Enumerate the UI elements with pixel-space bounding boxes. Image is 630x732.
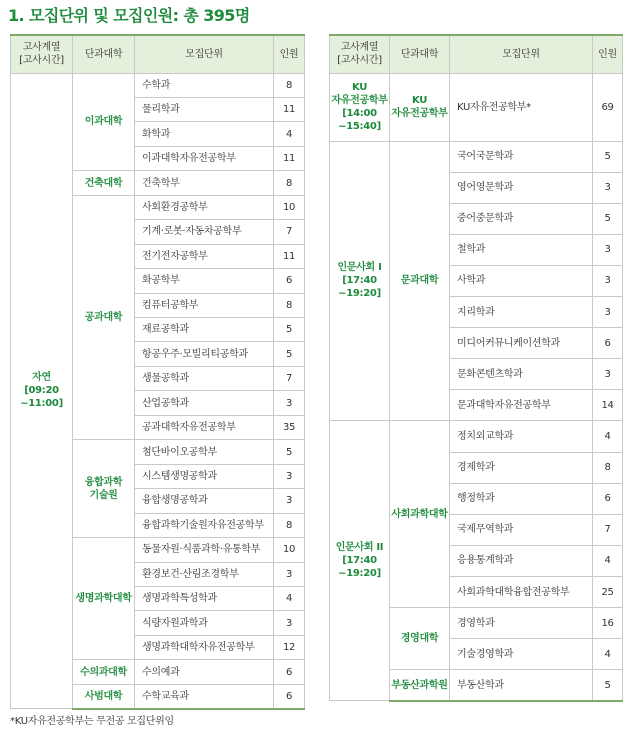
unit-name-cell bbox=[135, 562, 274, 586]
unit-name-cell bbox=[135, 342, 274, 366]
unit-count-cell bbox=[274, 97, 305, 121]
unit-count-cell bbox=[593, 577, 623, 608]
unit-count: 4 bbox=[285, 593, 293, 605]
unit-count-cell bbox=[593, 172, 623, 203]
unit-count: 11 bbox=[282, 250, 296, 262]
college-label-cell bbox=[390, 670, 450, 701]
unit-count-cell bbox=[593, 514, 623, 545]
unit-count-cell bbox=[274, 318, 305, 342]
table-row bbox=[330, 141, 623, 172]
unit-count-cell bbox=[593, 545, 623, 576]
unit-count: 16 bbox=[601, 617, 614, 629]
page-title: 1. 모집단위 및 모집인원: 총 395명 bbox=[8, 6, 250, 25]
unit-name: 문화콘텐츠학과 bbox=[457, 368, 523, 380]
unit-count: 6 bbox=[604, 493, 611, 505]
unit-name: 사회과학대학융합전공학부 bbox=[457, 586, 570, 598]
unit-count-cell bbox=[274, 611, 305, 635]
unit-name: 지리학과 bbox=[457, 306, 495, 318]
header-count-label: 인원 bbox=[598, 48, 617, 60]
unit-name-cell bbox=[450, 483, 593, 514]
unit-count-cell bbox=[274, 244, 305, 268]
unit-name: 경제학과 bbox=[457, 462, 495, 474]
unit-count-cell bbox=[274, 220, 305, 244]
unit-count-cell bbox=[593, 421, 623, 452]
area-label-cell bbox=[11, 73, 73, 709]
left-admission-table bbox=[10, 34, 305, 710]
unit-name-cell bbox=[450, 203, 593, 234]
area-label: 자연 [09:20 ~11:00] bbox=[20, 372, 63, 410]
unit-count: 7 bbox=[285, 373, 293, 385]
unit-name: 기계·로봇·자동차공학부 bbox=[142, 226, 242, 238]
unit-count: 35 bbox=[282, 422, 296, 434]
unit-name: 화학과 bbox=[142, 128, 171, 140]
header-area-label: 고사계열 [고사시간] bbox=[19, 42, 64, 67]
unit-count: 3 bbox=[604, 368, 611, 380]
unit-count: 5 bbox=[604, 213, 611, 225]
unit-count: 8 bbox=[285, 299, 293, 311]
unit-count: 3 bbox=[285, 397, 293, 409]
unit-name-cell bbox=[135, 391, 274, 415]
college-label-cell bbox=[73, 440, 135, 538]
unit-count-cell bbox=[593, 203, 623, 234]
unit-count-cell bbox=[274, 415, 305, 439]
header-unit-label: 모집단위 bbox=[185, 48, 223, 60]
unit-name: 전기전자공학부 bbox=[142, 250, 208, 262]
college-label: 이과대학 bbox=[84, 116, 123, 128]
unit-name-cell bbox=[450, 577, 593, 608]
unit-count-cell bbox=[274, 562, 305, 586]
unit-name-cell bbox=[135, 293, 274, 317]
header-unit-label: 모집단위 bbox=[502, 48, 540, 60]
footnote: *KU자유전공학부는 무전공 모집단위임 bbox=[10, 716, 174, 727]
unit-name: 영어영문학과 bbox=[457, 182, 514, 194]
unit-name: 문과대학자유전공학부 bbox=[457, 399, 551, 411]
college-label: 부동산과학원 bbox=[391, 679, 448, 691]
unit-name: 생물공학과 bbox=[142, 373, 189, 385]
college-label-cell bbox=[390, 608, 450, 670]
unit-name: 이과대학자유전공학부 bbox=[142, 153, 236, 165]
table-row bbox=[11, 73, 305, 97]
unit-count-cell bbox=[274, 366, 305, 390]
unit-count: 3 bbox=[285, 617, 293, 629]
college-label-cell bbox=[73, 660, 135, 684]
unit-count-cell bbox=[274, 684, 305, 708]
unit-name-cell bbox=[450, 141, 593, 172]
unit-name: 산업공학과 bbox=[142, 397, 189, 409]
unit-count: 10 bbox=[282, 544, 296, 556]
unit-name: 수학과 bbox=[142, 79, 171, 91]
college-label: 수의과대학 bbox=[80, 666, 127, 678]
unit-count-cell bbox=[274, 122, 305, 146]
unit-name: 동물자원·식품과학·유통학부 bbox=[142, 544, 261, 556]
unit-count: 5 bbox=[285, 324, 293, 336]
unit-count-cell bbox=[593, 328, 623, 359]
header-college-label: 단과대학 bbox=[84, 48, 123, 60]
area-label-cell bbox=[330, 141, 390, 421]
unit-count-cell bbox=[274, 513, 305, 537]
unit-name: 화공학부 bbox=[142, 275, 180, 287]
unit-name-cell bbox=[450, 297, 593, 328]
unit-name: 행정학과 bbox=[457, 493, 495, 505]
unit-count: 5 bbox=[604, 151, 611, 163]
unit-count: 7 bbox=[604, 524, 611, 536]
unit-name-cell bbox=[450, 172, 593, 203]
unit-count-cell bbox=[274, 171, 305, 195]
college-label-cell bbox=[390, 73, 450, 141]
college-label-cell bbox=[73, 538, 135, 660]
unit-count: 4 bbox=[604, 431, 611, 443]
unit-name-cell bbox=[135, 538, 274, 562]
header-college bbox=[73, 35, 135, 73]
unit-count: 8 bbox=[285, 177, 293, 189]
unit-count-cell bbox=[274, 464, 305, 488]
unit-count: 7 bbox=[285, 226, 293, 238]
unit-name-cell bbox=[450, 73, 593, 141]
unit-count-cell bbox=[593, 234, 623, 265]
unit-count: 6 bbox=[285, 666, 293, 678]
unit-count: 6 bbox=[285, 690, 293, 702]
unit-name: 컴퓨터공학부 bbox=[142, 299, 199, 311]
unit-name-cell bbox=[450, 234, 593, 265]
unit-name-cell bbox=[135, 97, 274, 121]
unit-count-cell bbox=[274, 342, 305, 366]
unit-name: 철학과 bbox=[457, 244, 486, 256]
unit-count: 5 bbox=[285, 348, 293, 360]
college-label-cell bbox=[390, 141, 450, 421]
unit-count: 3 bbox=[604, 244, 611, 256]
unit-name-cell bbox=[135, 513, 274, 537]
unit-count: 3 bbox=[285, 495, 293, 507]
header-unit bbox=[450, 35, 593, 73]
unit-count-cell bbox=[593, 73, 623, 141]
unit-name-cell bbox=[450, 359, 593, 390]
unit-name: 물리학과 bbox=[142, 104, 180, 116]
college-label: 문과대학 bbox=[400, 275, 439, 287]
right-admission-table bbox=[329, 34, 623, 702]
college-label: 사범대학 bbox=[84, 690, 123, 702]
table-row bbox=[330, 73, 623, 141]
unit-name-cell bbox=[450, 608, 593, 639]
unit-name-cell bbox=[135, 146, 274, 170]
unit-count: 14 bbox=[601, 399, 614, 411]
header-count bbox=[593, 35, 623, 73]
unit-count-cell bbox=[593, 639, 623, 670]
unit-name-cell bbox=[135, 73, 274, 97]
unit-count-cell bbox=[593, 265, 623, 296]
unit-name-cell bbox=[135, 122, 274, 146]
unit-count: 3 bbox=[285, 568, 293, 580]
unit-name: 수의예과 bbox=[142, 666, 180, 678]
unit-count: 11 bbox=[282, 104, 296, 116]
unit-count-cell bbox=[274, 73, 305, 97]
unit-count-cell bbox=[593, 452, 623, 483]
unit-count-cell bbox=[274, 391, 305, 415]
unit-name: 중어중문학과 bbox=[457, 213, 514, 225]
unit-count: 3 bbox=[604, 306, 611, 318]
unit-name-cell bbox=[450, 545, 593, 576]
unit-name: KU자유전공학부* bbox=[457, 101, 531, 113]
unit-name: 항공우주·모빌리티공학과 bbox=[142, 348, 248, 360]
unit-count: 4 bbox=[604, 648, 611, 660]
header-area-label: 고사계열 [고사시간] bbox=[337, 42, 382, 67]
unit-name: 수학교육과 bbox=[142, 690, 189, 702]
table-row bbox=[330, 421, 623, 452]
unit-name: 정치외교학과 bbox=[457, 431, 514, 443]
unit-count-cell bbox=[274, 195, 305, 219]
unit-count-cell bbox=[274, 146, 305, 170]
unit-count: 5 bbox=[604, 679, 611, 691]
unit-count: 4 bbox=[285, 128, 293, 140]
unit-name: 사학과 bbox=[457, 275, 486, 287]
unit-name: 공과대학자유전공학부 bbox=[142, 422, 236, 434]
unit-name-cell bbox=[450, 639, 593, 670]
area-label-cell bbox=[330, 421, 390, 701]
unit-count: 3 bbox=[285, 470, 293, 482]
unit-count: 3 bbox=[604, 275, 611, 287]
unit-name: 사회환경공학부 bbox=[142, 201, 208, 213]
college-label-cell bbox=[73, 684, 135, 708]
unit-count: 5 bbox=[285, 446, 293, 458]
header-college bbox=[390, 35, 450, 73]
unit-name-cell bbox=[135, 611, 274, 635]
unit-name-cell bbox=[135, 635, 274, 659]
unit-count: 8 bbox=[285, 519, 293, 531]
area-label-cell bbox=[330, 73, 390, 141]
unit-name-cell bbox=[135, 195, 274, 219]
unit-name-cell bbox=[135, 171, 274, 195]
unit-count: 8 bbox=[285, 79, 293, 91]
unit-count-cell bbox=[593, 359, 623, 390]
unit-count-cell bbox=[274, 269, 305, 293]
unit-count: 69 bbox=[601, 101, 614, 113]
unit-name: 융합과학기술원자유전공학부 bbox=[142, 519, 264, 531]
unit-count-cell bbox=[593, 670, 623, 701]
unit-name-cell bbox=[135, 587, 274, 611]
unit-count-cell bbox=[274, 293, 305, 317]
unit-count-cell bbox=[274, 538, 305, 562]
unit-count: 25 bbox=[601, 586, 614, 598]
unit-count-cell bbox=[593, 141, 623, 172]
college-label: KU 자유전공학부 bbox=[391, 95, 448, 119]
unit-name-cell bbox=[450, 265, 593, 296]
unit-name: 생명과학대학자유전공학부 bbox=[142, 642, 255, 654]
unit-name-cell bbox=[450, 421, 593, 452]
unit-count: 10 bbox=[282, 201, 296, 213]
college-label: 융합과학 기술원 bbox=[84, 476, 123, 501]
college-label-cell bbox=[390, 421, 450, 608]
unit-name: 시스템생명공학과 bbox=[142, 470, 217, 482]
unit-name: 국어국문학과 bbox=[457, 151, 514, 163]
unit-name-cell bbox=[135, 269, 274, 293]
unit-name: 응용통계학과 bbox=[457, 555, 514, 567]
unit-name: 첨단바이오공학부 bbox=[142, 446, 217, 458]
unit-count-cell bbox=[274, 587, 305, 611]
unit-count-cell bbox=[274, 440, 305, 464]
unit-count: 6 bbox=[285, 275, 293, 287]
unit-count-cell bbox=[274, 489, 305, 513]
header-count-label: 인원 bbox=[279, 48, 299, 60]
college-label-cell bbox=[73, 73, 135, 171]
unit-count-cell bbox=[593, 297, 623, 328]
unit-name: 기술경영학과 bbox=[457, 648, 514, 660]
unit-count: 4 bbox=[604, 555, 611, 567]
college-label-cell bbox=[73, 195, 135, 440]
unit-count-cell bbox=[593, 483, 623, 514]
unit-count-cell bbox=[593, 608, 623, 639]
header-area bbox=[330, 35, 390, 73]
unit-name-cell bbox=[450, 670, 593, 701]
college-label: 생명과학대학 bbox=[75, 593, 132, 605]
unit-name-cell bbox=[135, 415, 274, 439]
unit-name-cell bbox=[450, 452, 593, 483]
unit-name: 미디어커뮤니케이션학과 bbox=[457, 337, 560, 349]
area-label: KU 자유전공학부 [14:00 ~15:40] bbox=[331, 82, 388, 132]
unit-name: 부동산학과 bbox=[457, 679, 504, 691]
unit-name-cell bbox=[135, 684, 274, 708]
college-label: 경영대학 bbox=[400, 633, 439, 645]
college-label: 건축대학 bbox=[84, 177, 123, 189]
unit-count-cell bbox=[274, 635, 305, 659]
header-unit bbox=[135, 35, 274, 73]
unit-name: 환경보건·산림조경학부 bbox=[142, 568, 239, 580]
area-label: 인문사회 II [17:40 ~19:20] bbox=[335, 542, 384, 580]
unit-name-cell bbox=[135, 464, 274, 488]
unit-count: 3 bbox=[604, 182, 611, 194]
unit-count: 11 bbox=[282, 153, 296, 165]
unit-name-cell bbox=[450, 514, 593, 545]
college-label: 사회과학대학 bbox=[391, 508, 448, 520]
unit-name-cell bbox=[135, 318, 274, 342]
header-count bbox=[274, 35, 305, 73]
unit-name-cell bbox=[450, 328, 593, 359]
unit-count: 6 bbox=[604, 337, 611, 349]
unit-name: 재료공학과 bbox=[142, 324, 189, 336]
college-label-cell bbox=[73, 171, 135, 195]
unit-count-cell bbox=[274, 660, 305, 684]
unit-name-cell bbox=[135, 440, 274, 464]
unit-name: 융합생명공학과 bbox=[142, 495, 208, 507]
unit-name: 식량자원과학과 bbox=[142, 617, 208, 629]
unit-count-cell bbox=[593, 390, 623, 421]
unit-name: 생명과학특성학과 bbox=[142, 593, 217, 605]
header-area bbox=[11, 35, 73, 73]
unit-name-cell bbox=[135, 366, 274, 390]
unit-name-cell bbox=[135, 660, 274, 684]
unit-name: 국제무역학과 bbox=[457, 524, 514, 536]
header-college-label: 단과대학 bbox=[400, 48, 439, 60]
unit-name-cell bbox=[135, 244, 274, 268]
unit-name-cell bbox=[450, 390, 593, 421]
area-label: 인문사회 I [17:40 ~19:20] bbox=[337, 262, 382, 300]
unit-name-cell bbox=[135, 220, 274, 244]
unit-name-cell bbox=[135, 489, 274, 513]
unit-count: 8 bbox=[604, 462, 611, 474]
unit-name: 건축학부 bbox=[142, 177, 180, 189]
college-label: 공과대학 bbox=[84, 312, 123, 324]
unit-count: 12 bbox=[282, 642, 296, 654]
unit-name: 경영학과 bbox=[457, 617, 495, 629]
